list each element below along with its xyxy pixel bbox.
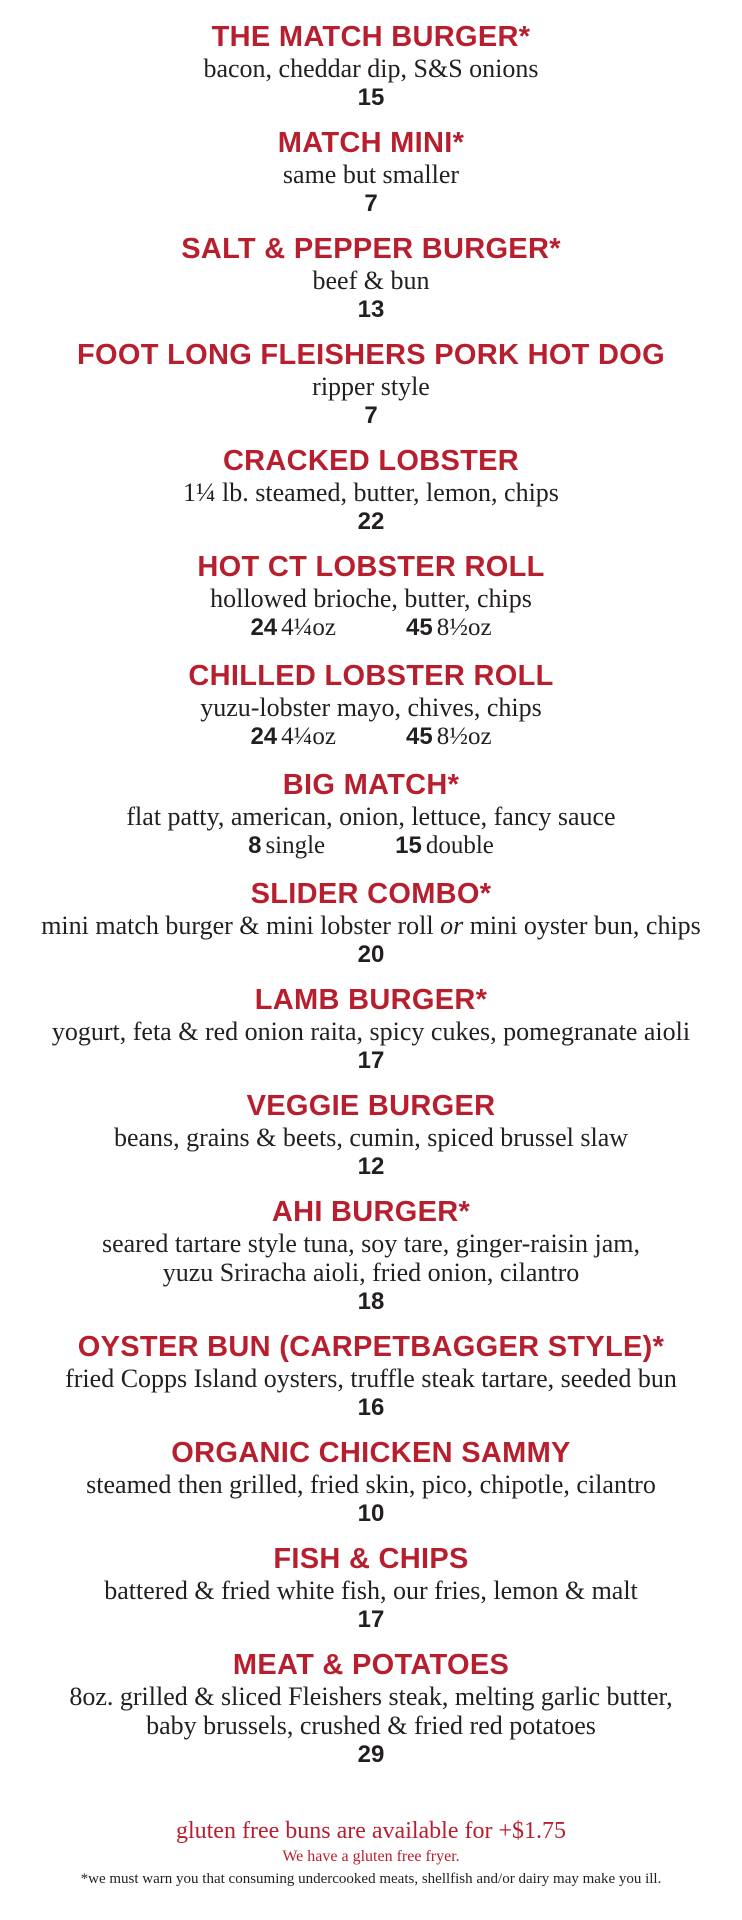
- item-description: same but smaller: [282, 160, 460, 189]
- menu-item: [0, 20, 742, 112]
- item-price: 10: [357, 1500, 385, 1527]
- item-price: 13: [357, 296, 385, 323]
- gluten-free-buns-note: gluten free buns are available for +$1.75: [175, 1818, 567, 1844]
- item-description: yogurt, feta & red onion raita, spicy cukes, pomegranate aioli: [51, 1017, 691, 1046]
- item-name: [0, 1195, 742, 1229]
- option-size: single: [265, 832, 326, 859]
- item-name: [0, 20, 742, 54]
- item-name-text: ORGANIC CHICKEN SAMMY: [171, 1437, 571, 1469]
- item-name: [0, 1089, 742, 1123]
- item-description: yuzu Sriracha aioli, fried onion, cilantro: [162, 1258, 580, 1287]
- item-description: bacon, cheddar dip, S&S onions: [203, 54, 539, 83]
- item-name: [0, 232, 742, 266]
- option-size: 4¼oz: [281, 723, 336, 750]
- undercooked-warning-marker: *: [652, 1331, 665, 1363]
- item-price: 29: [357, 1741, 385, 1768]
- option-size: double: [425, 832, 494, 859]
- item-price: 15: [357, 84, 385, 111]
- undercooked-warning-marker: *: [475, 984, 488, 1016]
- undercooked-warning-marker: *: [479, 878, 492, 910]
- item-price: 7: [364, 402, 378, 429]
- item-description: fried Copps Island oysters, truffle steak tartare, seeded bun: [65, 1364, 677, 1393]
- menu-item: [0, 1089, 742, 1181]
- undercooked-warning-marker: *: [549, 233, 561, 265]
- item-description: hollowed brioche, butter, chips: [210, 584, 532, 613]
- item-description: [0, 911, 742, 940]
- undercooked-warning-marker: *: [458, 1196, 471, 1228]
- menu-item: [0, 768, 742, 863]
- undercooked-warning-marker: *: [518, 21, 531, 53]
- menu-item: [0, 338, 742, 430]
- menu-item: [0, 232, 742, 324]
- item-price: 18: [357, 1288, 385, 1315]
- item-description: 8oz. grilled & sliced Fleishers steak, melting garlic butter,: [69, 1682, 673, 1711]
- item-description: seared tartare style tuna, soy tare, ginger-raisin jam,: [101, 1229, 641, 1258]
- menu-item: [0, 444, 742, 536]
- description-part: mini match burger & mini lobster roll: [41, 911, 441, 940]
- option-price: 8: [248, 832, 262, 859]
- item-name: [0, 550, 742, 584]
- item-price: 17: [357, 1047, 385, 1074]
- item-price-options: [0, 613, 742, 645]
- item-name-text: MATCH MINI: [277, 127, 453, 159]
- item-name: [0, 983, 742, 1017]
- item-description: steamed then grilled, fried skin, pico, chipotle, cilantro: [86, 1470, 656, 1499]
- item-description: yuzu-lobster mayo, chives, chips: [200, 693, 542, 722]
- menu-footer: [0, 1816, 742, 1890]
- menu-item: [0, 1542, 742, 1634]
- item-price: 7: [364, 190, 378, 217]
- item-name-text: CRACKED LOBSTER: [222, 445, 520, 477]
- item-description: 1¼ lb. steamed, butter, lemon, chips: [183, 478, 559, 507]
- item-name: [0, 444, 742, 478]
- item-name: [0, 126, 742, 160]
- item-name: [0, 338, 742, 372]
- item-name: [0, 1648, 742, 1682]
- item-name-text: BIG MATCH: [282, 769, 448, 801]
- menu-item: [0, 1195, 742, 1316]
- price-option: [395, 831, 494, 863]
- item-name-text: OYSTER BUN (CARPETBAGGER STYLE): [77, 1331, 653, 1363]
- item-name-text: FISH & CHIPS: [273, 1543, 469, 1575]
- item-name: [0, 1436, 742, 1470]
- item-name-text: SALT & PEPPER BURGER: [181, 233, 550, 265]
- item-price: 12: [357, 1153, 385, 1180]
- item-name-text: MEAT & POTATOES: [232, 1649, 510, 1681]
- option-price: 15: [395, 832, 422, 859]
- description-part: mini oyster bun, chips: [463, 911, 701, 940]
- item-name-text: SLIDER COMBO: [250, 878, 480, 910]
- option-size: 8½oz: [436, 614, 492, 641]
- item-description: battered & fried white fish, our fries, lemon & malt: [104, 1576, 638, 1605]
- item-description: ripper style: [312, 372, 430, 401]
- description-part: or: [440, 911, 464, 940]
- option-price: 24: [250, 723, 278, 750]
- item-name-text: LAMB BURGER: [254, 984, 476, 1016]
- price-option: [250, 613, 336, 645]
- gluten-free-fryer-note: We have a gluten free fryer.: [282, 1848, 460, 1865]
- menu-list: [0, 20, 742, 1783]
- item-name-text: HOT CT LOBSTER ROLL: [197, 551, 545, 583]
- option-size: 8½oz: [436, 723, 492, 750]
- item-name-text: CHILLED LOBSTER ROLL: [188, 660, 554, 692]
- item-description: baby brussels, crushed & fried red potatoes: [146, 1711, 596, 1740]
- item-name-text: VEGGIE BURGER: [246, 1090, 496, 1122]
- menu-item: [0, 1648, 742, 1769]
- item-name-text: FOOT LONG FLEISHERS PORK HOT DOG: [77, 339, 665, 371]
- item-description: beans, grains & beets, cumin, spiced brussel slaw: [113, 1123, 629, 1152]
- item-description: beef & bun: [312, 266, 430, 295]
- menu-item: [0, 1436, 742, 1528]
- item-price: 22: [357, 508, 385, 535]
- option-size: 4¼oz: [281, 614, 336, 641]
- menu-item: [0, 550, 742, 645]
- menu-item: [0, 1330, 742, 1422]
- price-option: [248, 831, 325, 863]
- option-price: 45: [406, 614, 433, 641]
- item-name: [0, 659, 742, 693]
- item-price: 16: [357, 1394, 385, 1421]
- option-price: 24: [250, 614, 278, 641]
- menu-item: [0, 877, 742, 969]
- price-option: [250, 722, 336, 754]
- item-price: 17: [357, 1606, 385, 1633]
- undercooked-warning-marker: *: [452, 127, 465, 159]
- price-option: [406, 722, 492, 754]
- menu-item: [0, 983, 742, 1075]
- menu-item: [0, 659, 742, 754]
- price-option: [406, 613, 492, 645]
- item-price-options: [0, 722, 742, 754]
- item-price-options: [0, 831, 742, 863]
- item-name: [0, 877, 742, 911]
- option-price: 45: [406, 723, 433, 750]
- consumption-warning: *we must warn you that consuming undercooked meats, shellfish and/or dairy may make you ill.: [80, 1871, 662, 1887]
- item-name: [0, 768, 742, 802]
- menu-item: [0, 126, 742, 218]
- item-description: flat patty, american, onion, lettuce, fancy sauce: [126, 802, 616, 831]
- undercooked-warning-marker: *: [447, 769, 460, 801]
- item-name: [0, 1330, 742, 1364]
- item-name-text: THE MATCH BURGER: [211, 21, 519, 53]
- item-price: 20: [357, 941, 385, 968]
- item-name: [0, 1542, 742, 1576]
- item-name-text: AHI BURGER: [271, 1196, 459, 1228]
